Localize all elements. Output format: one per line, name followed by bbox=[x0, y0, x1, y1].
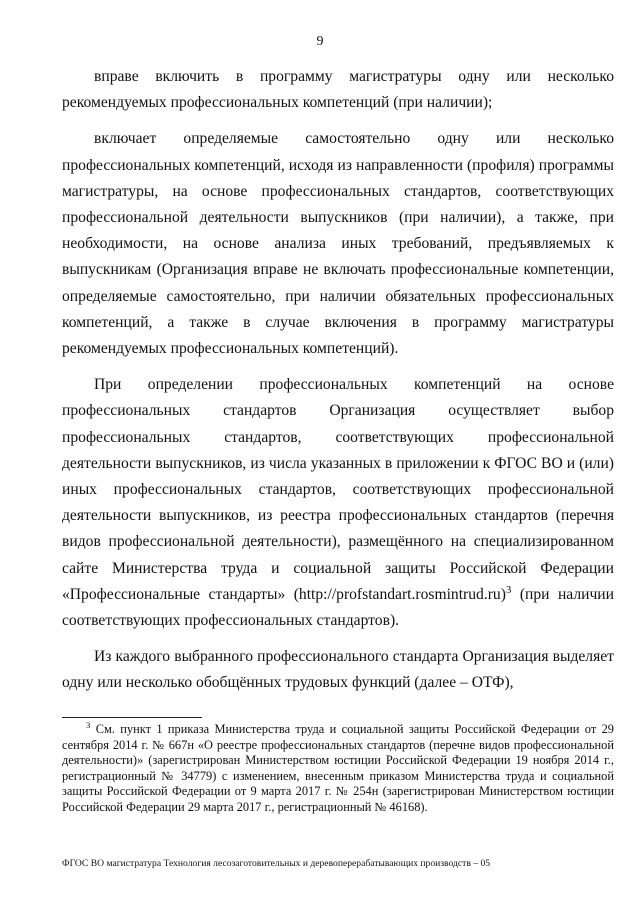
body-text bbox=[62, 64, 614, 697]
paragraph-4: Из каждого выбранного профессионального стандарта Организация выделяет одну или несколько обобщённых трудовых функций (далее – ОТФ), bbox=[62, 648, 614, 692]
paragraph-3-text-end: (при наличии соответствующих профессиональных стандартов). bbox=[62, 585, 615, 630]
paragraph-1: вправе включить в программу магистратуры одну или несколько рекомендуемых профессиональных компетенций (при наличии); bbox=[62, 68, 614, 112]
footnote-text: См. пункт 1 приказа Министерства труда и социальной защиты Российской Федерации от 29 сентября 2014 г. № 667н «О реестре профессиональных стандартов (перечне видов профессиональной деятельности)» (зарегистрирован Министерством юстиции Российской Федерации 19 ноября 2014 г., регистрационный № 34779) с изменением, внесенным приказом Министерства труда и социальной защиты Российской Федерации от 9 марта 2017 г. № 254н (зарегистрирован Министерством юстиции Российской Федерации 29 марта 2017 г., регистрационный № 46168). bbox=[62, 722, 614, 814]
paragraph-3-text: При определении профессиональных компетенций на основе профессиональных стандартов Организация осуществляет выбор профессиональных стандартов, соответствующих профессиональной деятельности выпускников, из числа указанных в приложении к ФГОС ВО и (или) иных профессиональных стандартов, соответствующих профессиональной деятельности выпускников, из реестра профессиональных стандартов (перечня видов профессиональной деятельности), размещённого на специализированном сайте Министерства труда и социальной защиты Российской Федерации «Профессиональные стандарты» (http://profstandart.rosmintrud.ru) bbox=[62, 376, 614, 603]
footnote bbox=[62, 719, 614, 816]
footnote-divider bbox=[62, 717, 202, 718]
page-footer: ФГОС ВО магистратура Технология лесозаготовительных и деревоперерабатывающих производств – 05 bbox=[62, 858, 491, 869]
footnote-number: 3 bbox=[86, 719, 91, 730]
page-number: 9 bbox=[316, 34, 324, 49]
footnote-reference: 3 bbox=[505, 583, 512, 596]
paragraph-2: включает определяемые самостоятельно одну или несколько профессиональных компетенций, исходя из направленности (профиля) программы магистратуры, на основе профессиональных стандартов, соответствующих профессиональной деятельности выпускников (при наличии), а также, при необходимости, на основе анализа иных требований, предъявляемых к выпускникам (Организация вправе не включать профессиональные компетенции, определяемые самостоятельно, при наличии обязательных профессиональных компетенций, а также в случае включения в программу магистратуры рекомендуемых профессиональных компетенций). bbox=[62, 130, 614, 358]
paragraph-3 bbox=[62, 372, 614, 634]
